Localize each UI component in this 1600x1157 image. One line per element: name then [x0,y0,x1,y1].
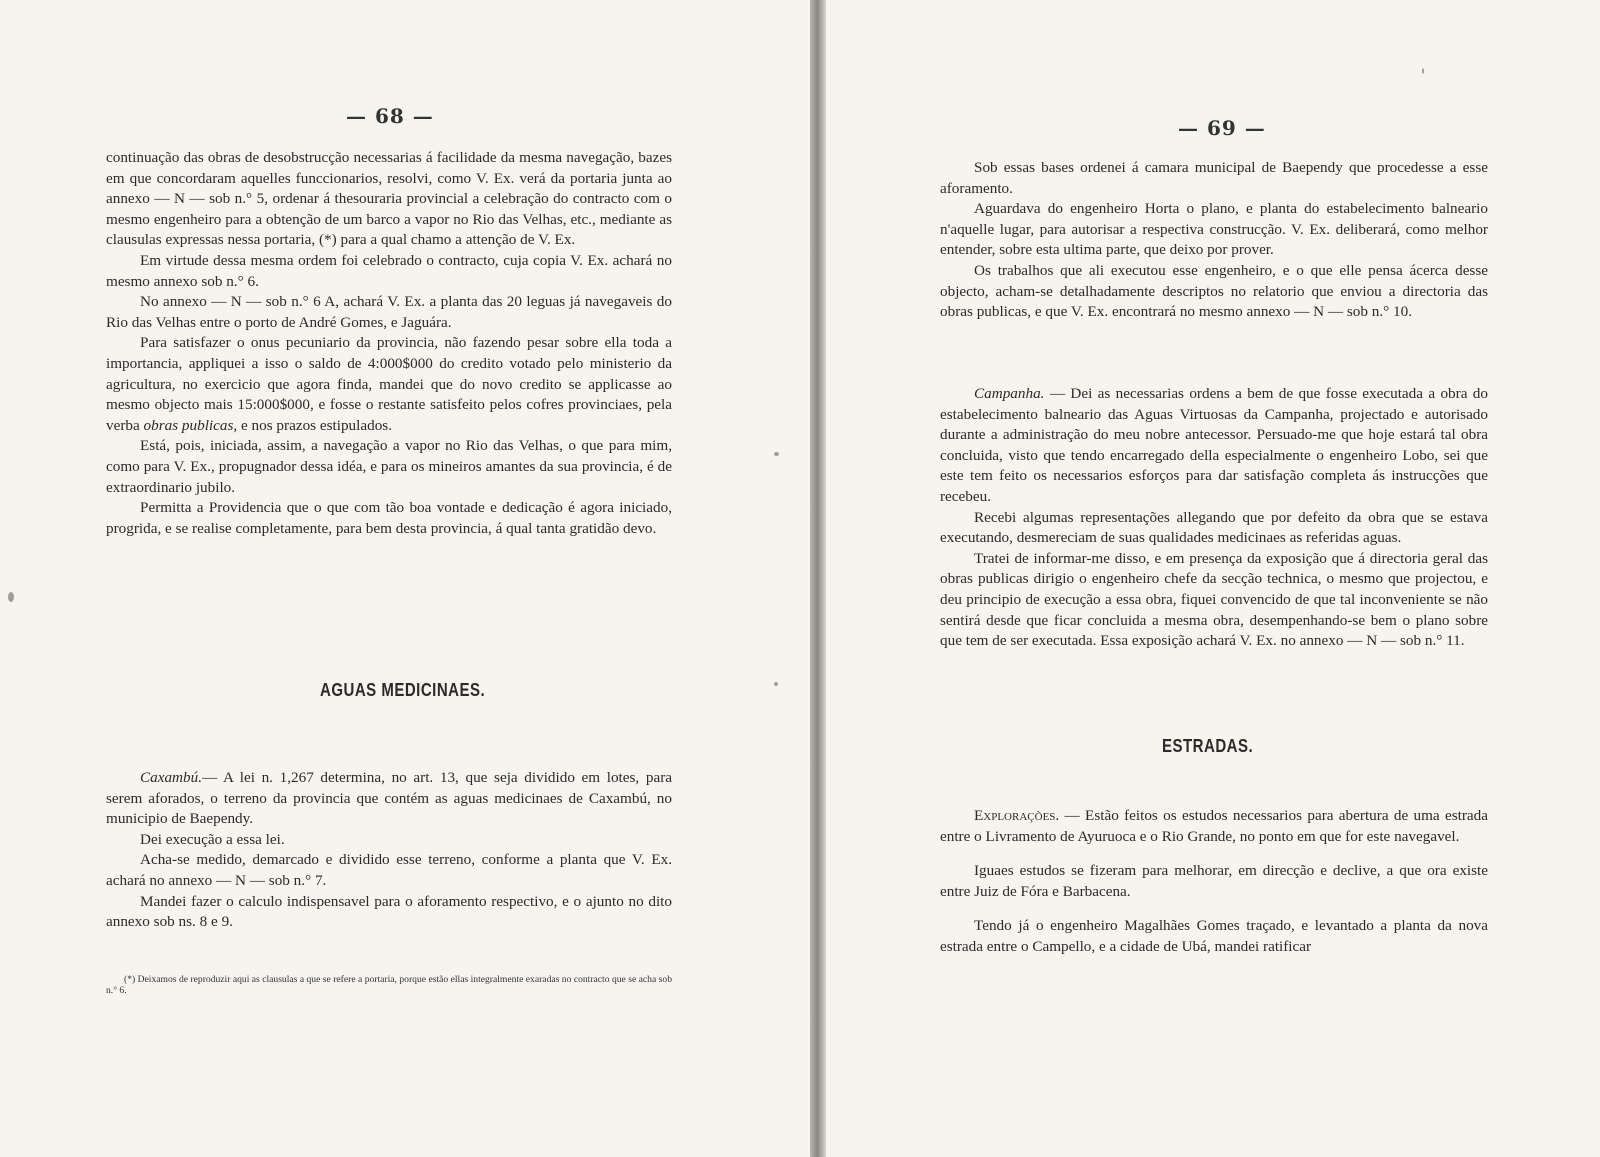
footnote-text: (*) Deixamos de reproduzir aqui as clausulas a que se refere a portaria, porque estão ellas integralmente exaradas no contracto que se acha sob n.° 6. [106,974,672,996]
paragraph-text: — Estão feitos os estudos necessarios para abertura de uma estrada entre o Livramento de Ayuruoca e o Rio Grande, no ponto em que for este navegavel. [940,807,1489,845]
campanha-label: Campanha. [974,385,1045,402]
paragraph: Está, pois, iniciada, assim, a navegação a vapor no Rio das Velhas, o que para mim, como para V. Ex., propugnador dessa idéa, e para os mineiros amantes da sua provincia, é de extraordinario jubilo. [106,437,672,496]
footnote [106,974,672,996]
paragraph: Acha-se medido, demarcado e dividido esse terreno, conforme a planta que V. Ex. achará no annexo — N — sob n.° 7. [106,851,672,889]
verba-italic: obras publicas, [143,416,238,434]
paragraph-tail: e nos prazos estipulados. [241,416,392,434]
paragraph: Os trabalhos que ali executou esse engenheiro, e o que elle pensa ácerca desse objecto, acham-se detalhadamente descriptos no relatorio que enviou a directoria das obras publicas, e que V. Ex. encontrará no mesmo annexo — N — sob n.° 10. [940,261,1488,321]
paragraph-text: — Dei as necessarias ordens a bem de que fosse executada a obra do estabelecimento balneario das Aguas Virtuosas da Campanha, projectado e autorisado durante a administração do meu nobre antecessor. Persuado-me que hoje estará tal obra concluida, visto que tendo encarregado della especialmente o engenheiro Lobo, sei que este tem feito os necessarios esforços para dar satisfação completa ás instrucções que recebeu. [940,385,1488,505]
ink-speck [774,452,779,456]
right-body-top [940,158,1488,323]
paragraph: continuação das obras de desobstrucção necessarias á facilidade da mesma navegação, bazes em que concordaram aquelles funccionarios, resolvi, como V. Ex. verá da portaria junta ao annexo — N — sob n.° 5, ordenar á thesouraria provincial a celebração do contracto com o mesmo engenheiro para a obtenção de um barco a vapor no Rio das Velhas, etc., mediante as clausulas expressas nessa portaria, (*) para a qual chamo a attenção de V. Ex. [106,149,672,249]
paragraph: Aguardava do engenheiro Horta o plano, e planta do estabelecimento balneario n'aquelle lugar, para autorisar a respectiva construcção. V. Ex. deliberará, como melhor entender, sobre esta ultima parte, que deixo por prover. [940,200,1488,259]
section-heading-estradas: ESTRADAS. [1162,735,1254,758]
paragraph [106,768,672,830]
caxambu-label: Caxambú. [140,769,203,786]
left-body-bottom [106,768,672,933]
right-body-bottom [940,806,1488,958]
paragraph: Mandei fazer o calculo indispensavel para o aforamento respectivo, e o ajunto no dito annexo sob ns. 8 e 9. [106,892,672,931]
page-number-69: — 69 — [1178,116,1266,140]
paragraph: Iguaes estudos se fizeram para melhorar, em direcção e declive, a que ora existe entre Juiz de Fóra e Barbacena. [940,862,1488,900]
page-number-68: — 68 — [346,104,434,128]
paragraph: Tendo já o engenheiro Magalhães Gomes traçado, e levantado a planta da nova estrada entre o Campello, e a cidade de Ubá, mandei ratificar [940,917,1488,955]
right-page [826,0,1600,1157]
exploracoes-label: Explorações. [974,807,1060,824]
left-body-top [106,148,672,539]
paragraph: Em virtude dessa mesma ordem foi celebrado o contracto, cuja copia V. Ex. achará no mesmo annexo sob n.° 6. [106,251,672,290]
section-heading-aguas: AGUAS MEDICINAES. [320,679,486,702]
paragraph: Recebi algumas representações allegando que por defeito da obra que se estava executando, desmereciam de suas qualidades medicinaes as referidas aguas. [940,508,1488,547]
ink-speck [774,682,778,686]
paragraph: Permitta a Providencia que o que com tão boa vontade e dedicação é agora iniciado, progrida, e se realise completamente, para bem desta provincia, á qual tanta gratidão devo. [106,499,672,537]
paragraph [940,806,1488,847]
paragraph: Sob essas bases ordenei á camara municipal de Baependy que procedesse a esse aforamento. [940,159,1488,197]
paragraph [106,333,672,436]
right-body-mid [940,384,1488,652]
paragraph: Dei execução a essa lei. [140,830,285,848]
ink-speck [1422,68,1424,74]
paragraph: No annexo — N — sob n.° 6 A, achará V. Ex. a planta das 20 leguas já navegaveis do Rio das Velhas entre o porto de André Gomes, e Jaguára. [106,293,672,331]
book-gutter [810,0,826,1157]
paragraph [940,384,1488,508]
paragraph-text: — A lei n. 1,267 determina, no art. 13, que seja dividido em lotes, para serem aforados, o terreno da provincia que contém as aguas medicinaes de Caxambú, no municipio de Baependy. [106,769,672,828]
paragraph-text: Para satisfazer o onus pecuniario da provincia, não fazendo pesar sobre ella toda a importancia, appliquei a isso o saldo de 4:000$000 do credito votado pelo ministerio da agricultura, no exercicio que agora finda, mandei que do novo credito se applicasse ao mesmo objecto mais 15:000$000, e fosse o restante satisfeito pelos cofres provinciaes, pela verba [106,334,672,434]
ink-speck [8,592,14,602]
paragraph: Tratei de informar-me disso, e em presença da exposição que á directoria geral das obras publicas dirigio o engenheiro chefe da secção technica, o mesmo que projectou, e deu principio de execução a essa obra, fiquei convencido de que tal inconveniente se não sentirá desde que ficar concluida a mesma obra, desempenhando-se bem o plano sobre que tem de ser executada. Essa exposição achará V. Ex. no annexo — N — sob n.° 11. [940,549,1488,650]
